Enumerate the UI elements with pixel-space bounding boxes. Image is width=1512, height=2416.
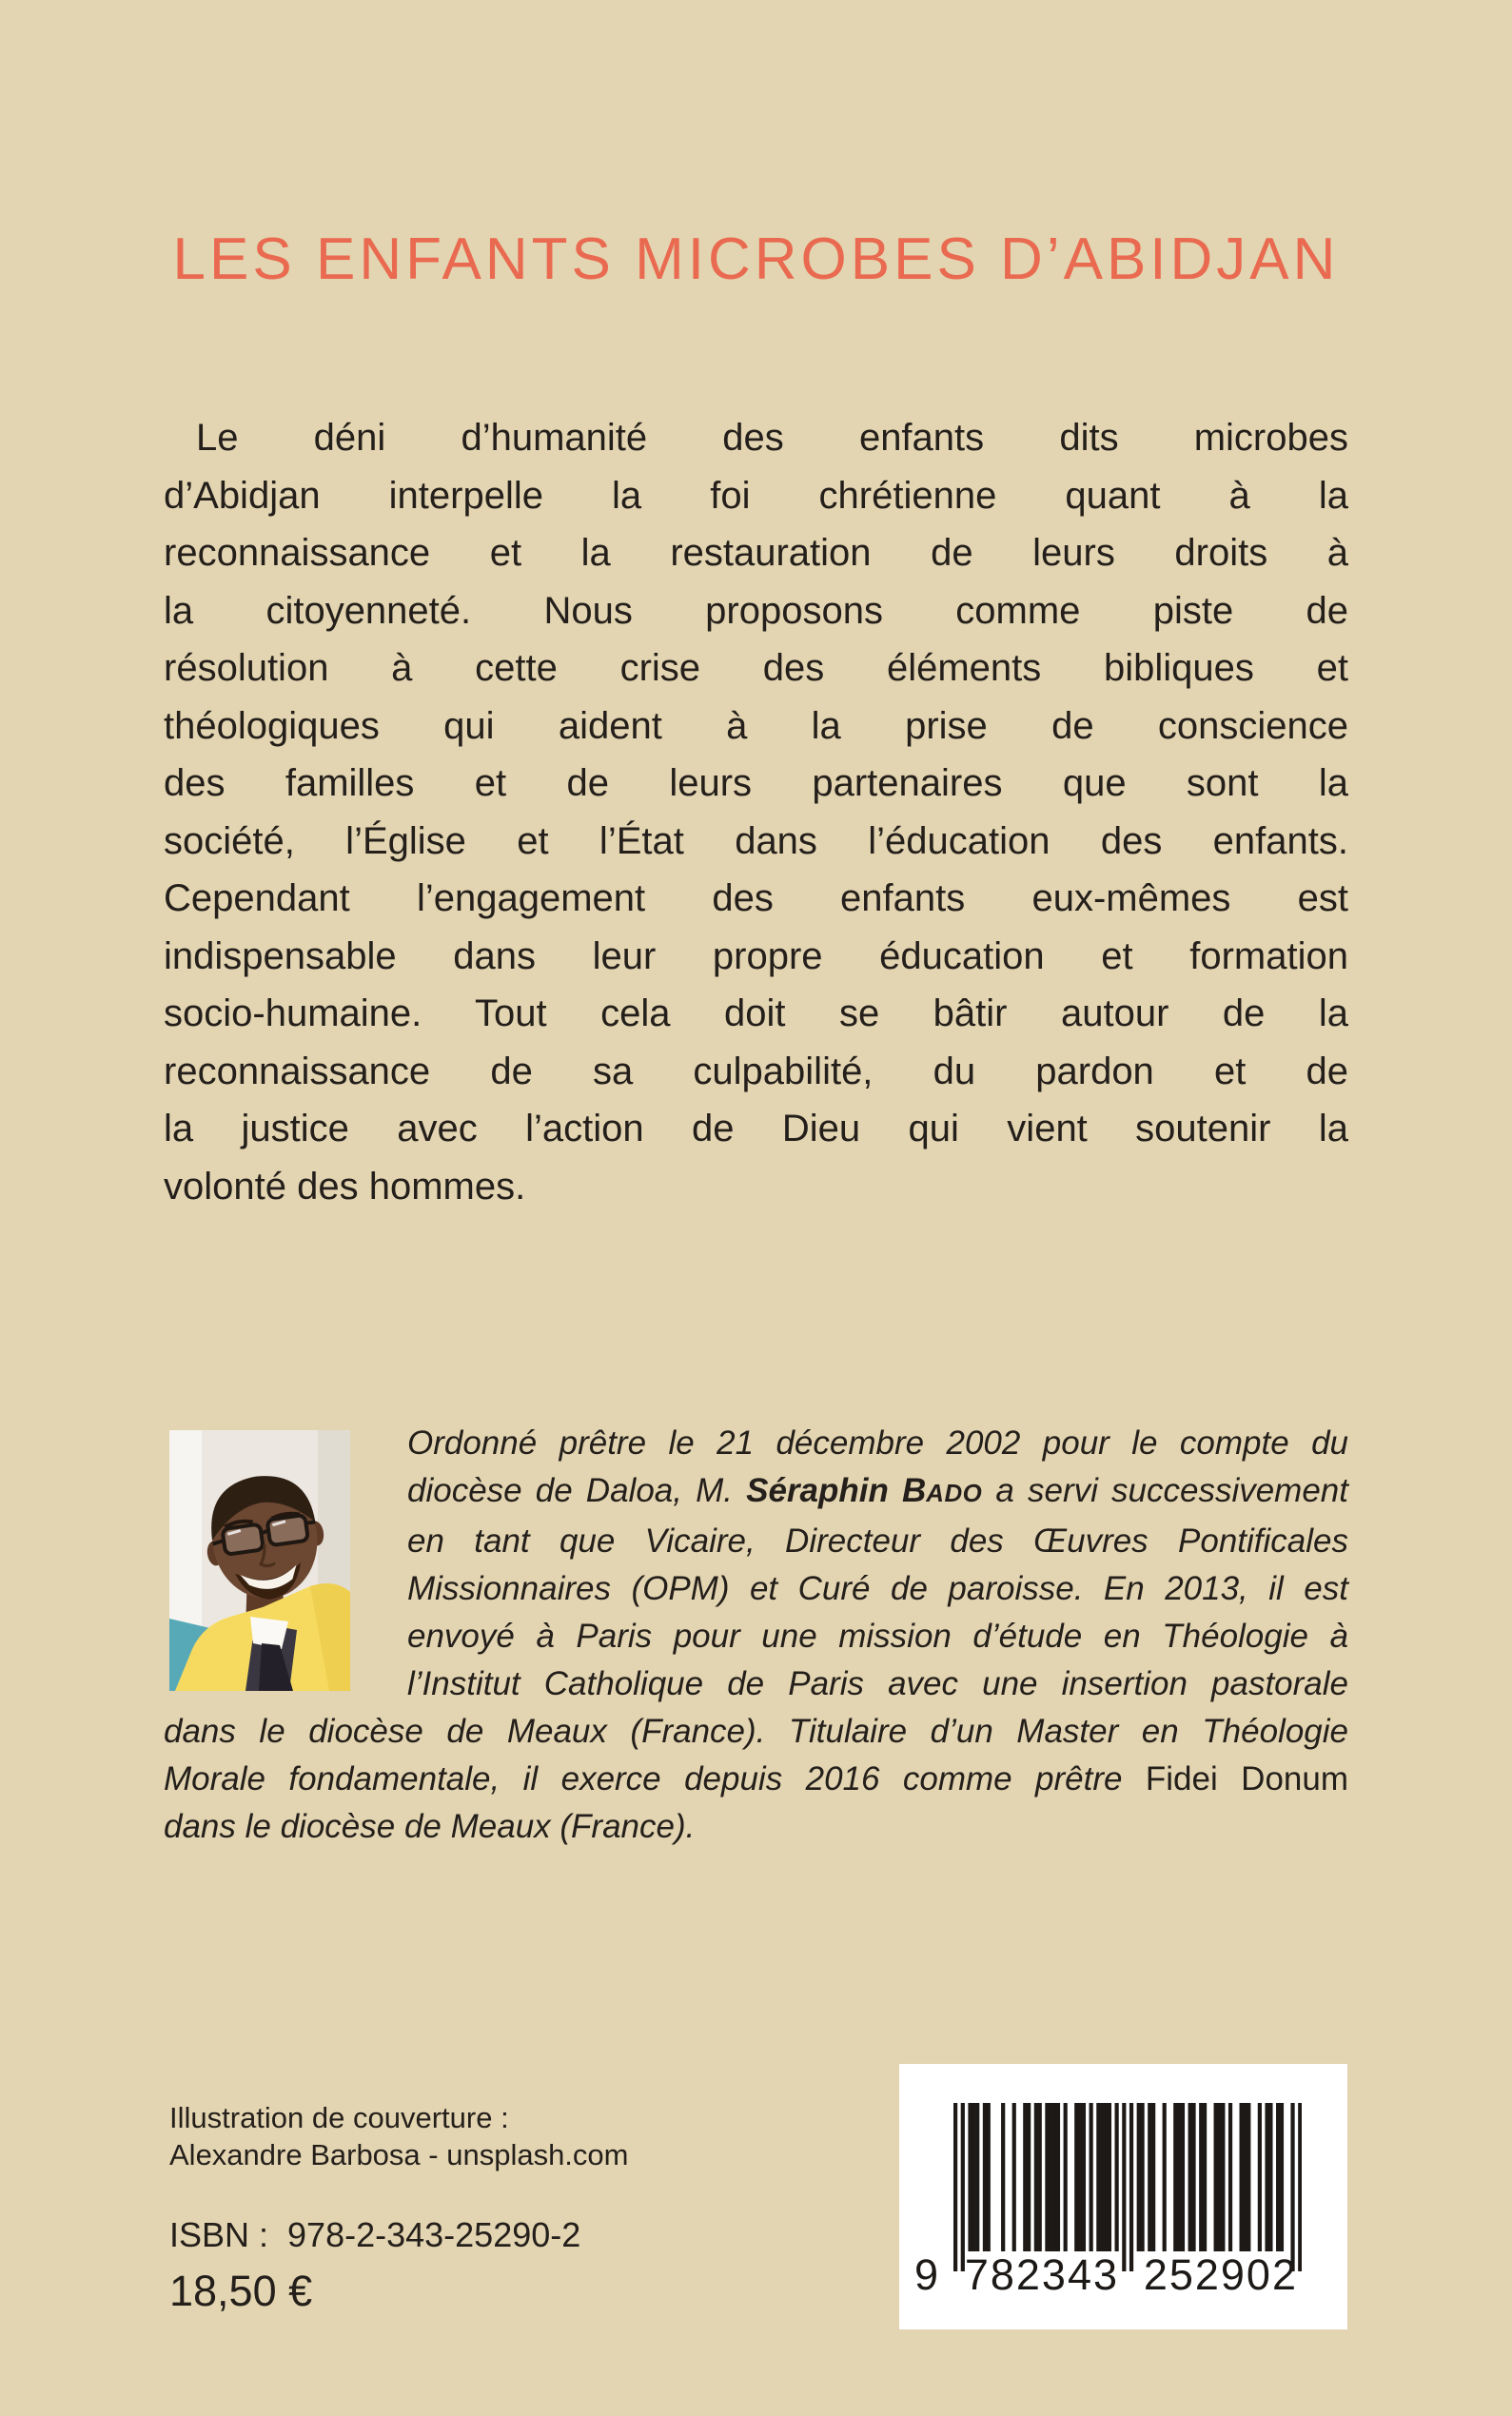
synopsis-line: volonté des hommes. [164, 1165, 526, 1208]
synopsis-line: résolution à cette crise des éléments bibliques et [164, 647, 1348, 689]
barcode [899, 2064, 1347, 2329]
bio-line [164, 1467, 1348, 1518]
synopsis-line: d’Abidjan interpelle la foi chrétienne quant à la [164, 474, 1348, 517]
ean-digit-group: 252902 [1143, 2250, 1298, 2299]
cover-credit-label: Illustration de couverture : [169, 2101, 509, 2134]
synopsis-line: reconnaissance et la restauration de leurs droits à [164, 532, 1348, 574]
bio-line: l’Institut Catholique de Paris avec une insertion pastorale [407, 1665, 1348, 1702]
synopsis-line: la citoyenneté. Nous proposons comme piste de [164, 589, 1348, 632]
synopsis-line: théologiques qui aident à la prise de conscience [164, 704, 1348, 747]
cover-credit-author: Alexandre Barbosa - unsplash.com [169, 2138, 629, 2171]
ean13-digits [899, 2250, 1347, 2300]
bio-line: Missionnaires (OPM) et Curé de paroisse. En 2013, il est [407, 1570, 1348, 1607]
author-name: Séraphin BADO [746, 1472, 983, 1509]
ean13-bars [953, 2103, 1302, 2271]
bio-text: a servi successivement [982, 1472, 1348, 1509]
bio-line: dans le diocèse de Meaux (France). [164, 1808, 696, 1845]
bio-text: diocèse de Daloa, M. [407, 1472, 747, 1509]
synopsis-line: des familles et de leurs partenaires que sont la [164, 762, 1348, 804]
latin-term: Fidei Donum [1145, 1760, 1348, 1797]
synopsis-paragraph [164, 409, 1348, 1215]
bio-line: dans le diocèse de Meaux (France). Titulaire d’un Master en Théologie [164, 1713, 1348, 1750]
ean-digit-group: 782343 [964, 2250, 1120, 2299]
bio-line: en tant que Vicaire, Directeur des Œuvres Pontificales [407, 1522, 1348, 1560]
synopsis-line: la justice avec l’action de Dieu qui vient soutenir la [164, 1108, 1348, 1149]
book-title: LES ENFANTS MICROBES D’ABIDJAN [172, 226, 1340, 292]
synopsis-line: Le déni d’humanité des enfants dits microbes [196, 417, 1348, 459]
synopsis-line: Cependant l’engagement des enfants eux-mêmes est [164, 877, 1348, 919]
synopsis-line: indispensable dans leur propre éducation et formation [164, 934, 1348, 977]
bio-line: envoyé à Paris pour une mission d’étude en Théologie à [407, 1618, 1348, 1655]
bio-text: Morale fondamentale, il exerce depuis 2016 comme prêtre [164, 1760, 1146, 1797]
synopsis-line: socio-humaine. Tout cela doit se bâtir autour de la [164, 992, 1348, 1034]
bio-line [164, 1756, 1348, 1803]
bio-line: Ordonné prêtre le 21 décembre 2002 pour le compte du [407, 1424, 1348, 1462]
ean-digit-group: 9 [914, 2250, 941, 2299]
cover-credit [169, 2099, 628, 2173]
price: 18,50 € [169, 2267, 313, 2315]
synopsis-line: société, l’Église et l’État dans l’éducation des enfants. [164, 819, 1348, 862]
synopsis-line: reconnaissance de sa culpabilité, du pardon et de [164, 1050, 1348, 1092]
isbn-line: ISBN : 978-2-343-25290-2 [169, 2215, 581, 2254]
author-bio [164, 1420, 1348, 1851]
